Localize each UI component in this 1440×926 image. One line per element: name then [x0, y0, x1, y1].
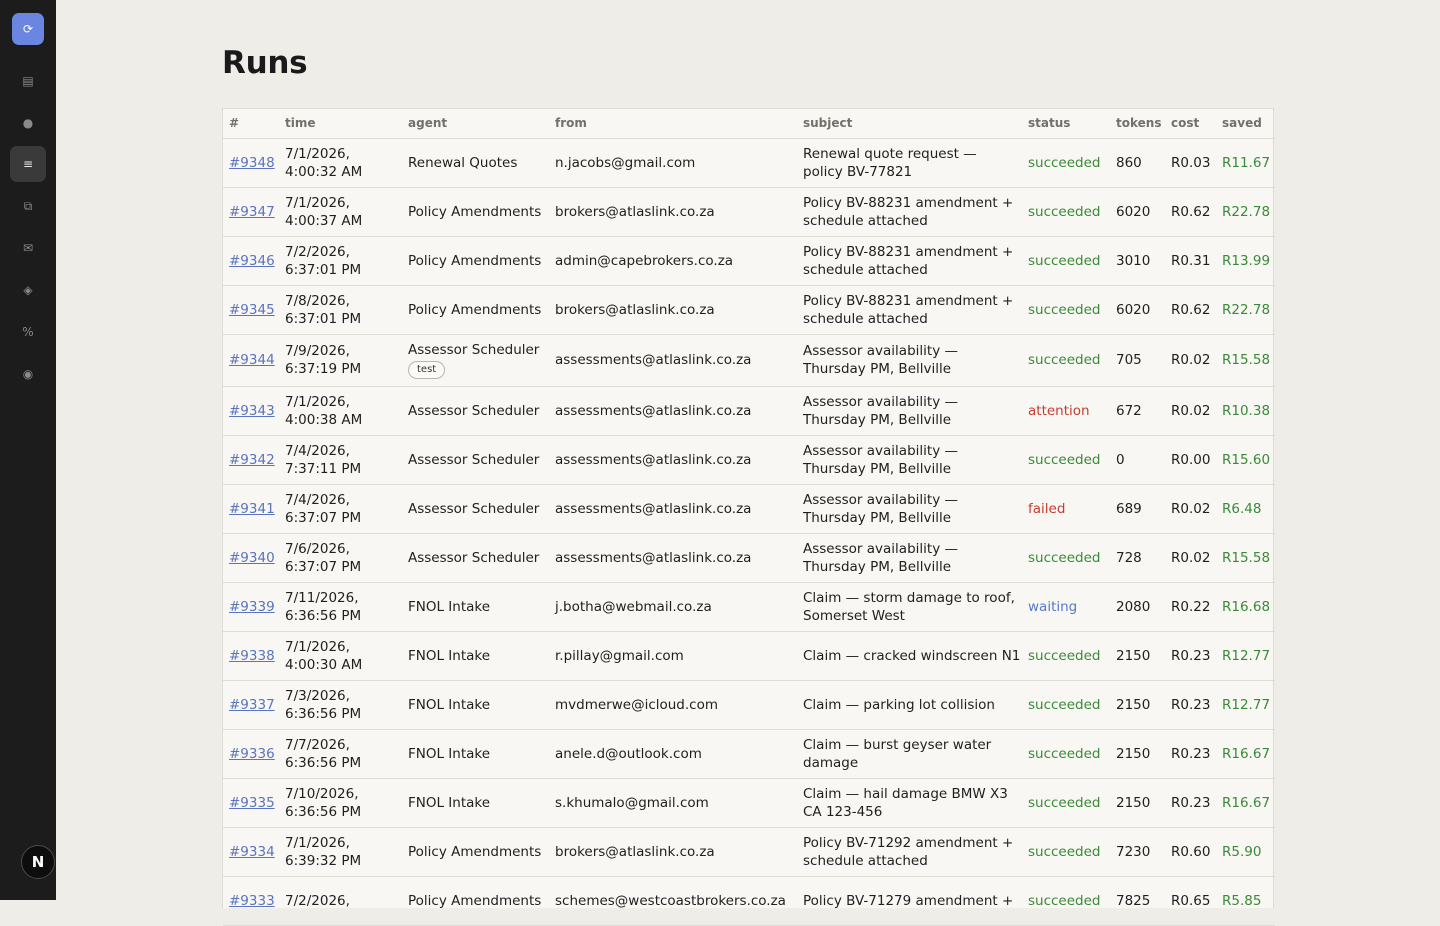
run-link[interactable]: #9341 — [229, 500, 275, 517]
cell-saved: R16.67 — [1216, 778, 1275, 827]
dot-icon: ● — [22, 116, 34, 130]
cell-subject — [797, 729, 1022, 778]
time-line: 7/8/2026, — [285, 292, 350, 309]
cell-from: mvdmerwe@icloud.com — [549, 680, 797, 729]
cell-from: admin@capebrokers.co.za — [549, 236, 797, 285]
subject-line: Assessor availability — — [803, 442, 958, 459]
cell-saved: R5.85 — [1216, 876, 1275, 925]
cell-agent — [402, 138, 549, 187]
cell-saved: R12.77 — [1216, 680, 1275, 729]
subject-line: Somerset West — [803, 607, 905, 624]
cell-tokens: 7230 — [1110, 827, 1165, 876]
cell-saved: R16.67 — [1216, 729, 1275, 778]
cell-id — [223, 778, 279, 827]
cell-saved: R10.38 — [1216, 386, 1275, 435]
cell-id — [223, 631, 279, 680]
cell-status: succeeded — [1022, 236, 1110, 285]
column-header[interactable]: subject — [797, 109, 1022, 138]
cell-tokens: 2080 — [1110, 582, 1165, 631]
test-tag: test — [408, 361, 445, 379]
page-title: Runs — [222, 45, 308, 81]
table-row[interactable] — [223, 729, 1275, 778]
cell-agent — [402, 827, 549, 876]
cell-agent — [402, 533, 549, 582]
cell-subject — [797, 827, 1022, 876]
time-line: 6:36:56 PM — [285, 607, 362, 624]
cell-agent — [402, 778, 549, 827]
run-link[interactable]: #9348 — [229, 154, 275, 171]
sidebar-item-circle[interactable] — [10, 356, 46, 392]
mail-icon: ✉ — [22, 241, 34, 255]
run-link[interactable]: #9335 — [229, 794, 275, 811]
cell-id — [223, 729, 279, 778]
cell-cost: R0.02 — [1165, 533, 1216, 582]
agent-name: FNOL Intake — [408, 647, 491, 664]
cell-time — [279, 876, 402, 925]
cell-id — [223, 386, 279, 435]
time-line: 6:36:56 PM — [285, 803, 362, 820]
time-line: 7/7/2026, — [285, 736, 350, 753]
subject-line: Renewal quote request — — [803, 145, 977, 162]
cell-tokens: 2150 — [1110, 631, 1165, 680]
cell-saved: R16.68 — [1216, 582, 1275, 631]
table-row[interactable] — [223, 236, 1275, 285]
cell-saved: R6.48 — [1216, 484, 1275, 533]
cell-saved: R12.77 — [1216, 631, 1275, 680]
table-row[interactable] — [223, 187, 1275, 236]
sidebar-item-copy[interactable] — [10, 188, 46, 224]
cell-agent — [402, 680, 549, 729]
agent-name: Assessor Scheduler — [408, 451, 540, 468]
avatar[interactable]: N — [21, 845, 55, 879]
time-line: 7:37:11 PM — [285, 460, 362, 477]
subject-line: Claim — hail damage BMW X3 — [803, 785, 1008, 802]
cell-time — [279, 778, 402, 827]
time-line: 4:00:30 AM — [285, 656, 363, 673]
cell-time — [279, 680, 402, 729]
cell-cost: R0.03 — [1165, 138, 1216, 187]
time-line: 7/1/2026, — [285, 393, 350, 410]
cell-status: succeeded — [1022, 334, 1110, 386]
cell-cost: R0.02 — [1165, 334, 1216, 386]
cell-from: brokers@atlaslink.co.za — [549, 827, 797, 876]
cell-cost: R0.23 — [1165, 778, 1216, 827]
cell-tokens: 728 — [1110, 533, 1165, 582]
cell-tokens: 860 — [1110, 138, 1165, 187]
column-header[interactable]: saved — [1216, 109, 1275, 138]
cell-status: succeeded — [1022, 187, 1110, 236]
agent-name: FNOL Intake — [408, 598, 491, 615]
agent-name: FNOL Intake — [408, 696, 491, 713]
cell-id — [223, 827, 279, 876]
cell-id — [223, 876, 279, 925]
cell-id — [223, 680, 279, 729]
time-line: 4:00:32 AM — [285, 163, 363, 180]
copy-icon: ⧉ — [23, 198, 33, 213]
cell-from: brokers@atlaslink.co.za — [549, 187, 797, 236]
time-line: 7/3/2026, — [285, 687, 350, 704]
circle-icon: ◉ — [22, 367, 34, 381]
list-icon: ▤ — [22, 74, 34, 88]
cell-saved: R22.78 — [1216, 285, 1275, 334]
cell-subject — [797, 631, 1022, 680]
cell-agent — [402, 334, 549, 386]
cell-from: assessments@atlaslink.co.za — [549, 386, 797, 435]
time-line: 7/4/2026, — [285, 491, 350, 508]
cell-cost: R0.23 — [1165, 680, 1216, 729]
cell-tokens: 705 — [1110, 334, 1165, 386]
agent-name: Renewal Quotes — [408, 154, 518, 171]
column-header[interactable]: # — [223, 109, 279, 138]
table-row[interactable] — [223, 778, 1275, 827]
subject-line: Claim — burst geyser water — [803, 736, 992, 753]
subject-line: Thursday PM, Bellville — [803, 411, 952, 428]
cell-cost: R0.65 — [1165, 876, 1216, 925]
cell-saved: R22.78 — [1216, 187, 1275, 236]
run-link[interactable]: #9343 — [229, 402, 275, 419]
cell-cost: R0.23 — [1165, 631, 1216, 680]
subject-line: Assessor availability — — [803, 343, 958, 359]
cell-subject — [797, 484, 1022, 533]
cell-agent — [402, 187, 549, 236]
cell-status: failed — [1022, 484, 1110, 533]
time-line: 6:36:56 PM — [285, 705, 362, 722]
cell-id — [223, 138, 279, 187]
cell-agent — [402, 876, 549, 925]
subject-line: Policy BV-71292 amendment + — [803, 834, 1014, 851]
time-line: 4:00:37 AM — [285, 212, 363, 229]
run-link[interactable]: #9347 — [229, 203, 275, 220]
agent-name: Assessor Scheduler — [408, 549, 540, 566]
table-row[interactable] — [223, 680, 1275, 729]
time-line: 6:36:56 PM — [285, 754, 362, 771]
cell-status: succeeded — [1022, 680, 1110, 729]
time-line: 6:37:07 PM — [285, 509, 362, 526]
subject-line: damage — [803, 754, 859, 771]
cell-tokens: 0 — [1110, 435, 1165, 484]
cell-tokens: 3010 — [1110, 236, 1165, 285]
cell-agent — [402, 236, 549, 285]
cell-tokens: 2150 — [1110, 729, 1165, 778]
cell-tokens: 7825 — [1110, 876, 1165, 925]
cell-agent — [402, 386, 549, 435]
subject-line: Claim — storm damage to roof, — [803, 589, 1015, 606]
app-logo-icon[interactable]: ⟳ — [12, 13, 44, 45]
table-row[interactable] — [223, 285, 1275, 334]
cell-subject — [797, 285, 1022, 334]
time-line: 6:37:01 PM — [285, 310, 362, 327]
cell-saved: R15.58 — [1216, 533, 1275, 582]
cell-agent — [402, 631, 549, 680]
cell-status: succeeded — [1022, 876, 1110, 925]
table-row[interactable] — [223, 435, 1275, 484]
subject-line: Assessor availability — — [803, 540, 958, 557]
subject-line: Thursday PM, Bellville — [803, 361, 952, 377]
cell-subject — [797, 680, 1022, 729]
run-link[interactable]: #9337 — [229, 696, 275, 713]
runs-icon: ≡ — [22, 157, 34, 171]
cell-subject — [797, 876, 1022, 925]
run-link[interactable]: #9338 — [229, 647, 275, 664]
time-line: 7/4/2026, — [285, 442, 350, 459]
subject-line: Assessor availability — — [803, 393, 958, 410]
cell-time — [279, 827, 402, 876]
cell-cost: R0.02 — [1165, 484, 1216, 533]
subject-line: Policy BV-88231 amendment + — [803, 194, 1014, 211]
percent-icon: % — [22, 325, 34, 339]
cell-tokens: 2150 — [1110, 778, 1165, 827]
cell-status: succeeded — [1022, 138, 1110, 187]
cell-saved: R13.99 — [1216, 236, 1275, 285]
cell-id — [223, 334, 279, 386]
cell-saved: R15.60 — [1216, 435, 1275, 484]
subject-line: Policy BV-88231 amendment + — [803, 243, 1014, 260]
cell-cost: R0.31 — [1165, 236, 1216, 285]
subject-line: schedule attached — [803, 212, 928, 229]
cell-from: s.khumalo@gmail.com — [549, 778, 797, 827]
run-link[interactable]: #9339 — [229, 598, 275, 615]
agent-name: Assessor Scheduler — [408, 500, 540, 517]
cell-subject — [797, 533, 1022, 582]
time-line: 6:37:01 PM — [285, 261, 362, 278]
subject-line: Claim — cracked windscreen N1 — [803, 647, 1021, 664]
cell-time — [279, 631, 402, 680]
cell-time — [279, 386, 402, 435]
table-row[interactable] — [223, 386, 1275, 435]
run-link[interactable]: #9340 — [229, 549, 275, 566]
cell-time — [279, 138, 402, 187]
cell-from: brokers@atlaslink.co.za — [549, 285, 797, 334]
subject-line: CA 123-456 — [803, 803, 883, 820]
cell-tokens: 2150 — [1110, 680, 1165, 729]
time-line: 7/6/2026, — [285, 540, 350, 557]
cell-id — [223, 582, 279, 631]
column-header[interactable]: tokens — [1110, 109, 1165, 138]
table-row[interactable] — [223, 533, 1275, 582]
cell-tokens: 689 — [1110, 484, 1165, 533]
table-row[interactable] — [223, 334, 1275, 386]
column-header[interactable]: from — [549, 109, 797, 138]
time-line: 7/1/2026, — [285, 145, 350, 162]
time-line: 4:00:38 AM — [285, 411, 363, 428]
subject-line: Claim — parking lot collision — [803, 696, 995, 713]
cell-saved: R15.58 — [1216, 334, 1275, 386]
agent-name: Assessor Scheduler — [408, 342, 540, 358]
cell-status: succeeded — [1022, 533, 1110, 582]
time-line: 7/10/2026, — [285, 785, 359, 802]
column-header[interactable]: status — [1022, 109, 1110, 138]
cell-status: waiting — [1022, 582, 1110, 631]
cell-cost: R0.60 — [1165, 827, 1216, 876]
cell-subject — [797, 582, 1022, 631]
agent-name: FNOL Intake — [408, 794, 491, 811]
cell-from: n.jacobs@gmail.com — [549, 138, 797, 187]
cell-status: succeeded — [1022, 435, 1110, 484]
agent-name: Policy Amendments — [408, 843, 542, 860]
table-row[interactable] — [223, 138, 1275, 187]
cell-from: assessments@atlaslink.co.za — [549, 334, 797, 386]
cell-cost: R0.62 — [1165, 187, 1216, 236]
cell-from: assessments@atlaslink.co.za — [549, 435, 797, 484]
time-line: 7/1/2026, — [285, 638, 350, 655]
cell-cost: R0.62 — [1165, 285, 1216, 334]
cell-status: succeeded — [1022, 631, 1110, 680]
cell-tokens: 6020 — [1110, 187, 1165, 236]
cell-agent — [402, 582, 549, 631]
diamond-icon: ◈ — [23, 283, 33, 297]
cell-from: anele.d@outlook.com — [549, 729, 797, 778]
sidebar-item-list[interactable] — [10, 63, 46, 99]
cell-cost: R0.02 — [1165, 386, 1216, 435]
sidebar — [0, 0, 56, 900]
run-link[interactable]: #9346 — [229, 252, 275, 269]
cell-time — [279, 187, 402, 236]
run-link[interactable]: #9334 — [229, 843, 275, 860]
cell-from: assessments@atlaslink.co.za — [549, 533, 797, 582]
time-line: 7/1/2026, — [285, 194, 350, 211]
run-link[interactable]: #9344 — [229, 352, 275, 368]
cell-status: attention — [1022, 386, 1110, 435]
time-line: 7/11/2026, — [285, 589, 359, 606]
agent-name: Policy Amendments — [408, 301, 542, 318]
cell-time — [279, 285, 402, 334]
cell-time — [279, 582, 402, 631]
subject-line: Policy BV-71279 amendment + — [803, 892, 1014, 909]
table-row[interactable] — [223, 827, 1275, 876]
time-line: 6:39:32 PM — [285, 852, 362, 869]
cell-time — [279, 334, 402, 386]
cell-status: succeeded — [1022, 729, 1110, 778]
cell-subject — [797, 435, 1022, 484]
time-line: 6:37:19 PM — [285, 361, 362, 377]
cell-tokens: 672 — [1110, 386, 1165, 435]
time-line: 7/2/2026, — [285, 892, 350, 909]
cell-agent — [402, 729, 549, 778]
cell-from: j.botha@webmail.co.za — [549, 582, 797, 631]
cell-cost: R0.23 — [1165, 729, 1216, 778]
agent-name: Assessor Scheduler — [408, 402, 540, 419]
table-row[interactable] — [223, 631, 1275, 680]
cell-tokens: 6020 — [1110, 285, 1165, 334]
cell-time — [279, 236, 402, 285]
agent-name: FNOL Intake — [408, 745, 491, 762]
column-header[interactable]: time — [279, 109, 402, 138]
sidebar-item-runs[interactable] — [10, 146, 46, 182]
cell-time — [279, 435, 402, 484]
cell-id — [223, 484, 279, 533]
cell-subject — [797, 138, 1022, 187]
runs-table — [222, 108, 1274, 908]
cell-subject — [797, 187, 1022, 236]
cell-time — [279, 729, 402, 778]
time-line: 7/1/2026, — [285, 834, 350, 851]
cell-id — [223, 285, 279, 334]
table-row[interactable] — [223, 876, 1275, 925]
table-row[interactable] — [223, 582, 1275, 631]
cell-subject — [797, 386, 1022, 435]
cell-saved: R5.90 — [1216, 827, 1275, 876]
run-link[interactable]: #9336 — [229, 745, 275, 762]
subject-line: Thursday PM, Bellville — [803, 509, 952, 526]
cell-agent — [402, 484, 549, 533]
cell-id — [223, 236, 279, 285]
agent-name: Policy Amendments — [408, 252, 542, 269]
time-line: 7/2/2026, — [285, 243, 350, 260]
agent-name: Policy Amendments — [408, 892, 542, 909]
cell-status: succeeded — [1022, 778, 1110, 827]
subject-line: schedule attached — [803, 261, 928, 278]
cell-subject — [797, 778, 1022, 827]
cell-id — [223, 187, 279, 236]
cell-agent — [402, 435, 549, 484]
cell-saved: R11.67 — [1216, 138, 1275, 187]
subject-line: Assessor availability — — [803, 491, 958, 508]
sidebar-item-dot[interactable] — [10, 105, 46, 141]
table-header-row — [223, 109, 1275, 138]
agent-name: Policy Amendments — [408, 203, 542, 220]
cell-id — [223, 435, 279, 484]
run-link[interactable]: #9342 — [229, 451, 275, 468]
subject-line: Policy BV-88231 amendment + — [803, 292, 1014, 309]
time-line: 6:37:07 PM — [285, 558, 362, 575]
column-header[interactable]: agent — [402, 109, 549, 138]
table-row[interactable] — [223, 484, 1275, 533]
sidebar-item-diamond[interactable] — [10, 272, 46, 308]
subject-line: Thursday PM, Bellville — [803, 460, 952, 477]
cell-subject — [797, 236, 1022, 285]
subject-line: schedule attached — [803, 310, 928, 327]
run-link[interactable]: #9345 — [229, 301, 275, 318]
cell-status: succeeded — [1022, 827, 1110, 876]
cell-from: assessments@atlaslink.co.za — [549, 484, 797, 533]
column-header[interactable]: cost — [1165, 109, 1216, 138]
cell-subject — [797, 334, 1022, 386]
cell-time — [279, 533, 402, 582]
cell-cost: R0.00 — [1165, 435, 1216, 484]
run-link[interactable]: #9333 — [229, 892, 275, 909]
time-line: 7/9/2026, — [285, 343, 350, 359]
cell-agent — [402, 285, 549, 334]
cell-time — [279, 484, 402, 533]
subject-line: schedule attached — [803, 852, 928, 869]
cell-id — [223, 533, 279, 582]
cell-from: r.pillay@gmail.com — [549, 631, 797, 680]
sidebar-item-mail[interactable] — [10, 230, 46, 266]
subject-line: policy BV-77821 — [803, 163, 913, 180]
cell-from: schemes@westcoastbrokers.co.za — [549, 876, 797, 925]
subject-line: Thursday PM, Bellville — [803, 558, 952, 575]
cell-cost: R0.22 — [1165, 582, 1216, 631]
sidebar-item-percent[interactable] — [10, 314, 46, 350]
cell-status: succeeded — [1022, 285, 1110, 334]
